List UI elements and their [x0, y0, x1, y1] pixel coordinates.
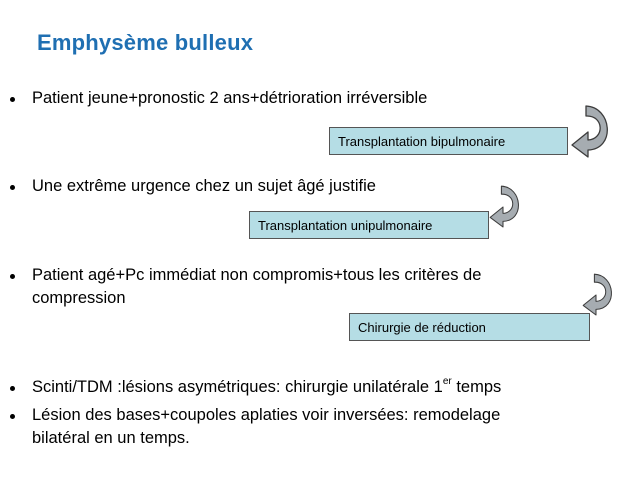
bullet-text-line2: compression [32, 289, 126, 307]
bullet-dot [10, 185, 15, 190]
bullet-text: Une extrême urgence chez un sujet âgé justifie [32, 177, 376, 195]
curved-arrow-icon [487, 178, 527, 236]
bullet-dot [10, 97, 15, 102]
bullet-text-line1: Lésion des bases+coupoles aplaties voir inversées: remodelage [32, 406, 501, 424]
curved-arrow-icon [568, 103, 618, 161]
result-box-bipulmonary: Transplantation bipulmonaire [329, 127, 568, 155]
bullet-dot [10, 414, 15, 419]
bullet-dot [10, 386, 15, 391]
bullet-dot [10, 274, 15, 279]
bullet-text: Scinti/TDM :lésions asymétriques: chirurgie unilatérale 1er temps [32, 376, 502, 396]
bullet-text-line2: bilatéral en un temps. [32, 429, 190, 447]
curved-arrow-icon [580, 265, 620, 325]
bullet-text-line1: Patient agé+Pc immédiat non compromis+tous les critères de [32, 266, 482, 284]
result-box-reduction: Chirurgie de réduction [349, 313, 590, 341]
slide-title: Emphysème bulleux [37, 30, 254, 55]
result-box-unipulmonary: Transplantation unipulmonaire [249, 211, 489, 239]
bullet-text: Patient jeune+pronostic 2 ans+détrioration irréversible [32, 89, 428, 107]
